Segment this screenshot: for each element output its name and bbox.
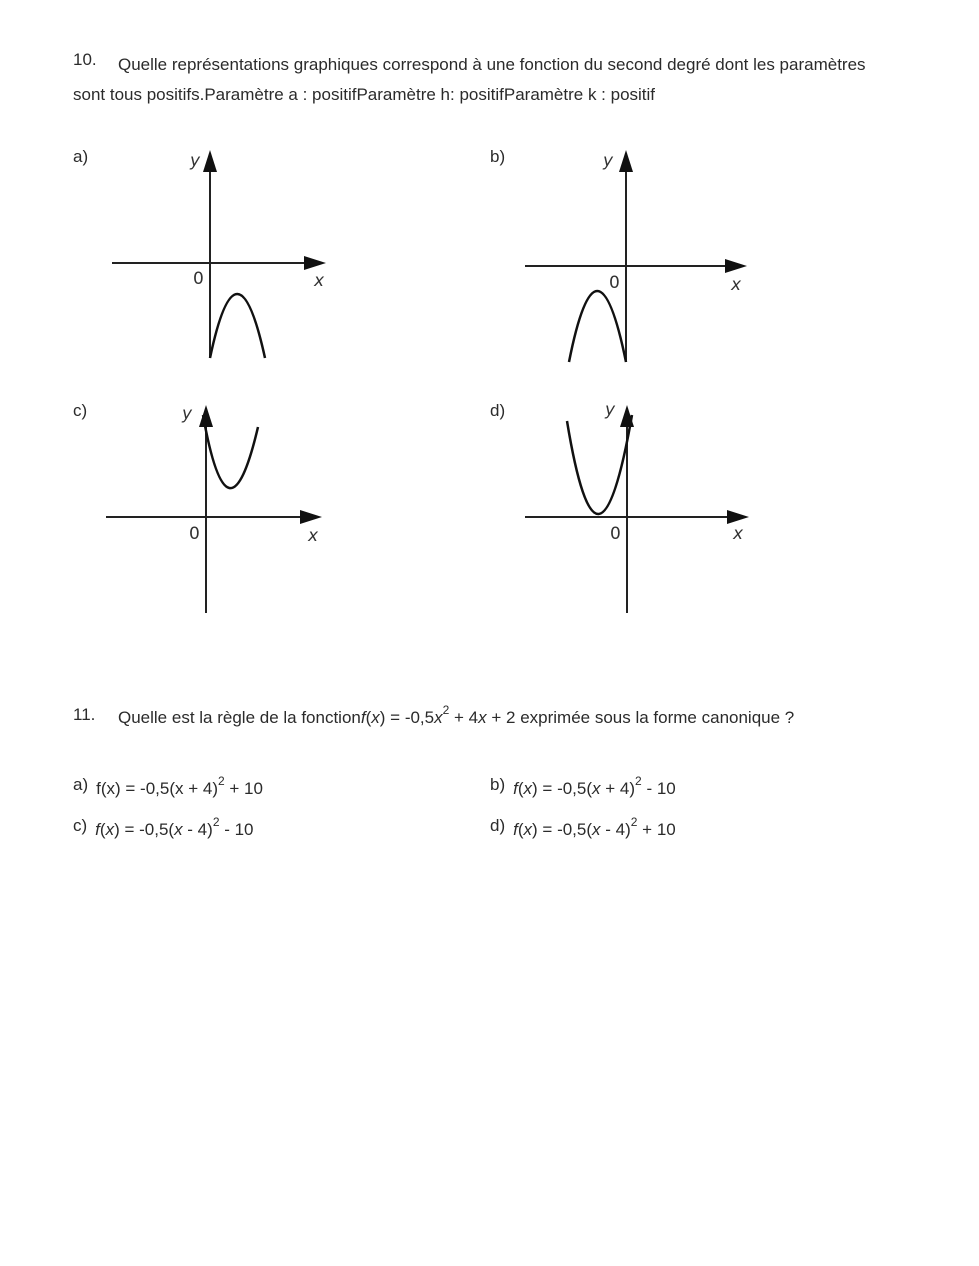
y-axis-label: y <box>190 151 201 171</box>
option-d-letter[interactable]: d) <box>490 401 506 420</box>
x-axis-label: x <box>733 524 744 544</box>
option-b-letter[interactable]: b) <box>490 147 506 166</box>
x-axis-arrow <box>304 256 326 270</box>
origin-label: 0 <box>609 273 620 293</box>
x-axis-label: x <box>731 275 742 295</box>
q11-f: f <box>360 708 366 727</box>
answer-d[interactable] <box>490 816 676 840</box>
answer-b[interactable] <box>490 775 676 799</box>
question-10-number: 10. <box>73 50 97 69</box>
answer-c-expression: f(x) = -0,5(x - 4)$^2$ - 10 <box>95 815 254 839</box>
parabola-curve <box>210 294 265 358</box>
answer-a-expression: $f(x) = -0,5(x + 4)^2 + 10$ <box>96 774 263 798</box>
q11-text-before: Quelle est la règle de la fonction <box>118 708 361 727</box>
answer-d-letter: d) <box>490 816 506 835</box>
origin-label: 0 <box>610 524 621 544</box>
answer-d-expression: f(x) = -0,5(x - 4)$^2$ + 10 <box>513 815 676 839</box>
y-axis-arrow <box>203 150 217 172</box>
question-10-text: Quelle représentations graphiques correspond à une fonction du second degré dont les paramètres sont tous positifs.Paramètre a : positifParamètre h: positifParamètre k : positif <box>73 55 866 104</box>
y-axis-label: y <box>182 404 193 424</box>
option-c-letter[interactable]: c) <box>73 401 88 420</box>
x-axis-label: x <box>314 271 325 291</box>
question-11-number: 11. <box>73 705 96 724</box>
option-a-letter[interactable]: a) <box>73 147 89 166</box>
origin-label: 0 <box>189 524 200 544</box>
y-axis-label: y <box>605 400 616 420</box>
graph-c[interactable] <box>100 395 340 620</box>
answer-b-letter: b) <box>490 775 506 794</box>
answer-a-letter: a) <box>73 775 89 794</box>
x-axis-label: x <box>308 526 319 546</box>
y-axis-label: y <box>603 151 614 171</box>
origin-label: 0 <box>193 269 204 289</box>
graph-d[interactable] <box>515 395 755 620</box>
answer-c-letter: c) <box>73 816 88 835</box>
parabola-curve <box>569 291 626 362</box>
answer-c[interactable] <box>73 816 254 840</box>
question-11-text: Quelle est la règle de la fonctionf(x) = $-0,5x^2 + 4x + 2$ exprimée sous la forme canonique ? <box>118 703 795 727</box>
parabola-curve <box>567 415 632 514</box>
x-axis-arrow <box>300 510 322 524</box>
answer-b-expression: $f(x) = -0,5(x + 4)^2 - 10$ <box>513 774 676 798</box>
answer-a[interactable] <box>73 775 263 799</box>
graph-a[interactable] <box>100 140 340 370</box>
x-axis-arrow <box>727 510 749 524</box>
x-axis-arrow <box>725 259 747 273</box>
graph-b[interactable] <box>515 140 755 370</box>
y-axis-arrow <box>619 150 633 172</box>
y-axis-arrow <box>199 405 213 427</box>
